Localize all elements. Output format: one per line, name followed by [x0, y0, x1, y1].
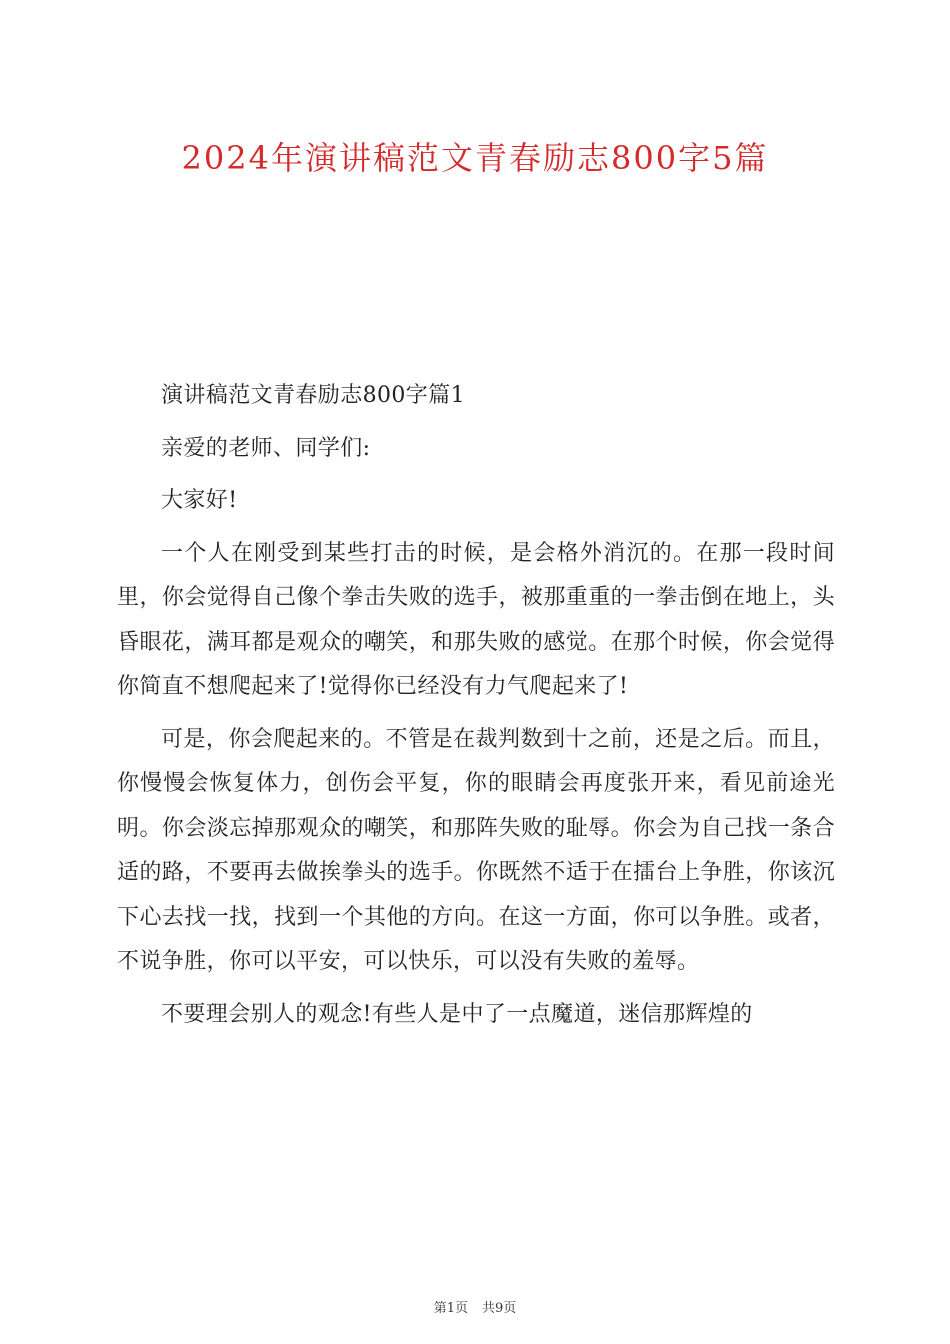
- salutation: 亲爱的老师、同学们:: [161, 435, 371, 461]
- page-number: 第1页: [433, 1301, 468, 1316]
- page-footer: [0, 1300, 950, 1318]
- document-body: [117, 374, 835, 1045]
- body-paragraph: 可是，你会爬起来的。不管是在裁判数到十之前，还是之后。而且，你慢慢会恢复体力，创伤会平复，你的眼睛会再度张开来，看见前途光明。你会淡忘掉那观众的嘲笑，和那阵失败的耻辱。你会为自己找一条合适的路，不要再去做挨拳头的选手。你既然不适于在擂台上争胜，你该沉下心去找一找，找到一个其他的方向。在这一方面，你可以争胜。或者，不说争胜，你可以平安，可以快乐，可以没有失败的羞辱。: [117, 726, 835, 974]
- document-title: 2024年演讲稿范文青春励志800字5篇: [181, 139, 769, 177]
- body-paragraph: 不要理会别人的观念!有些人是中了一点魔道，迷信那辉煌的: [161, 1001, 753, 1027]
- page-total: 共9页: [482, 1301, 517, 1316]
- section-heading: 演讲稿范文青春励志800字篇1: [161, 383, 465, 408]
- body-paragraph: 一个人在刚受到某些打击的时候，是会格外消沉的。在那一段时间里，你会觉得自己像个拳击失败的选手，被那重重的一拳击倒在地上，头昏眼花，满耳都是观众的嘲笑，和那失败的感觉。在那个时候，你会觉得你简直不想爬起来了!觉得你已经没有力气爬起来了!: [117, 540, 835, 699]
- greeting: 大家好!: [161, 488, 238, 513]
